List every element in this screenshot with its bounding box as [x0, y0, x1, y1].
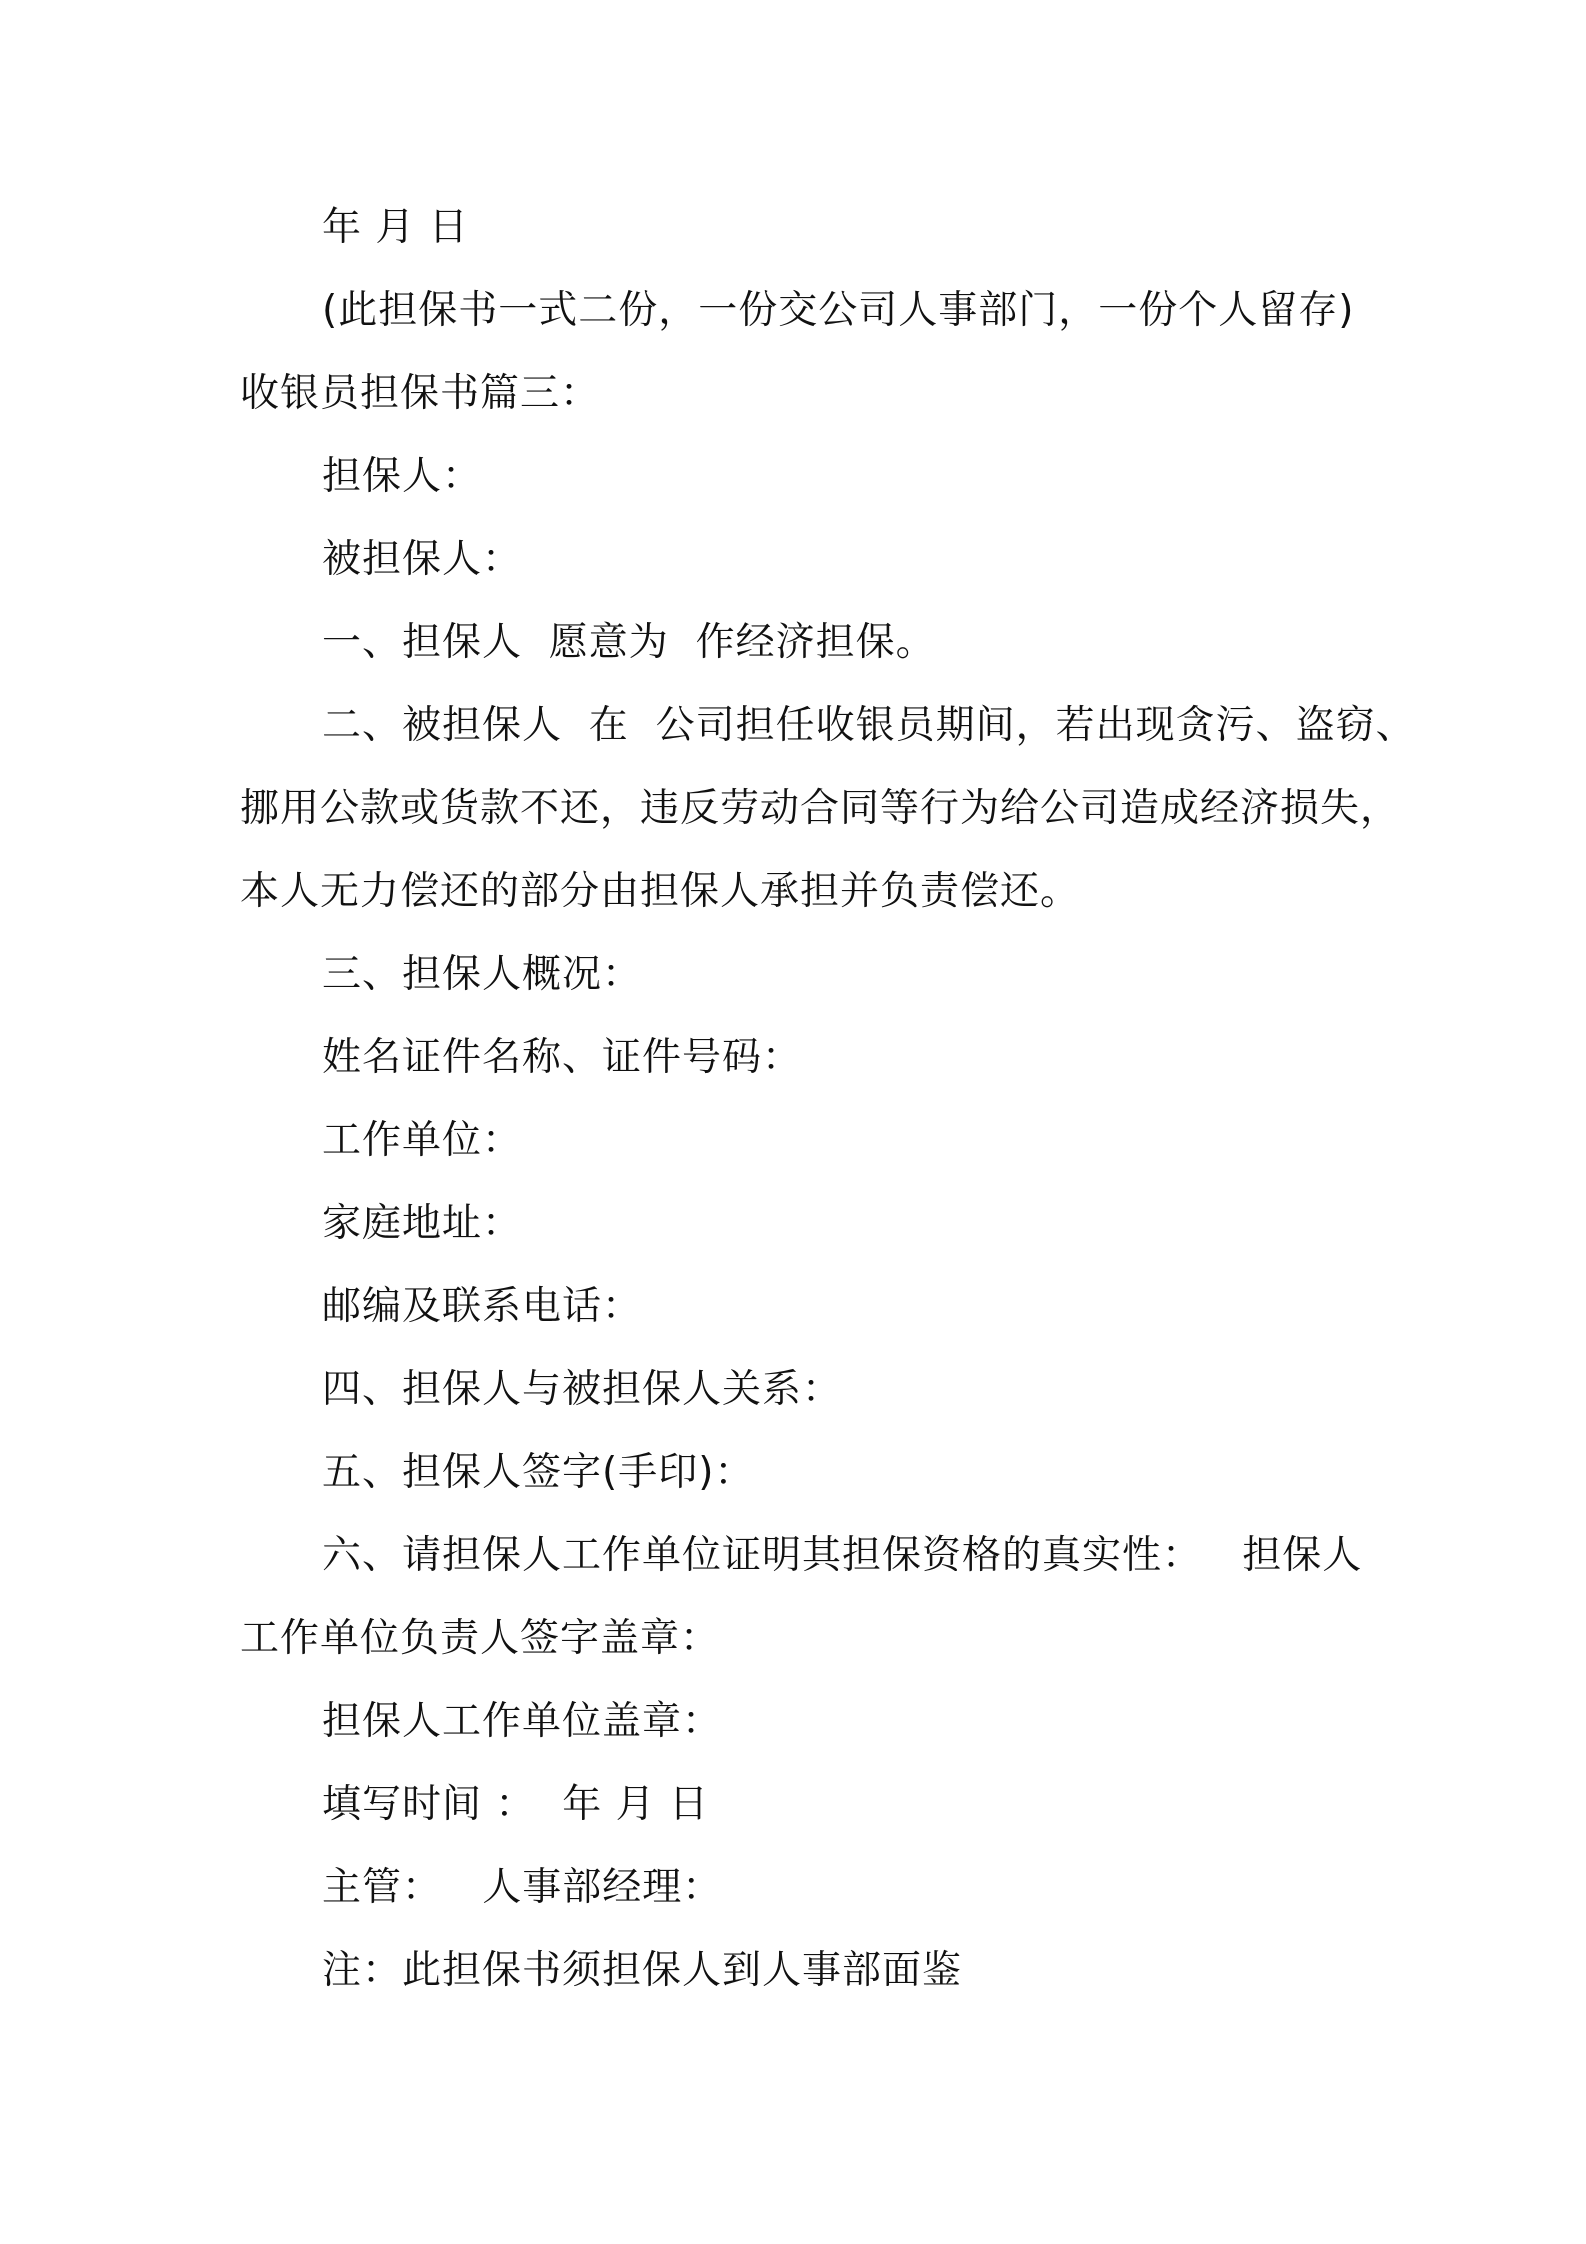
postcode-phone-field: 邮编及联系电话：: [322, 1284, 643, 1329]
guaranteed-person-field: 被担保人：: [322, 537, 523, 582]
clause-two-line-1: 二、被担保人 在 公司担任收银员期间，若出现贪污、盗窃、: [322, 703, 1416, 748]
clause-two-line-3: 本人无力偿还的部分由担保人承担并负责偿还。: [240, 869, 1081, 914]
section-title: 收银员担保书篇三：: [240, 371, 601, 416]
clause-two-line-2: 挪用公款或货款不还，违反劳动合同等行为给公司造成经济损失，: [240, 786, 1401, 831]
footer-note: 注：此担保书须担保人到人事部面鉴: [322, 1948, 963, 1993]
copies-note: (此担保书一式二份，一份交公司人事部门，一份个人留存): [322, 288, 1355, 333]
clause-five: 五、担保人签字(手印)：: [322, 1450, 755, 1495]
id-info-field: 姓名证件名称、证件号码：: [322, 1035, 803, 1080]
home-address-field: 家庭地址：: [322, 1201, 523, 1246]
clause-six-line-1: 六、请担保人工作单位证明其担保资格的真实性： 担保人: [322, 1533, 1363, 1578]
clause-one: 一、担保人 愿意为 作经济担保。: [322, 620, 936, 665]
date-line: 年 月 日: [322, 205, 469, 250]
work-unit-field: 工作单位：: [322, 1118, 523, 1163]
clause-three-heading: 三、担保人概况：: [322, 952, 643, 997]
clause-four: 四、担保人与被担保人关系：: [322, 1367, 843, 1412]
work-unit-seal-field: 担保人工作单位盖章：: [322, 1699, 723, 1744]
clause-six-line-2: 工作单位负责人签字盖章：: [240, 1616, 721, 1661]
fill-time-field: 填写时间 ： 年 月 日: [322, 1782, 709, 1827]
guarantor-field: 担保人：: [322, 454, 483, 499]
supervisor-hr-manager-field: 主管： 人事部经理：: [322, 1865, 723, 1910]
